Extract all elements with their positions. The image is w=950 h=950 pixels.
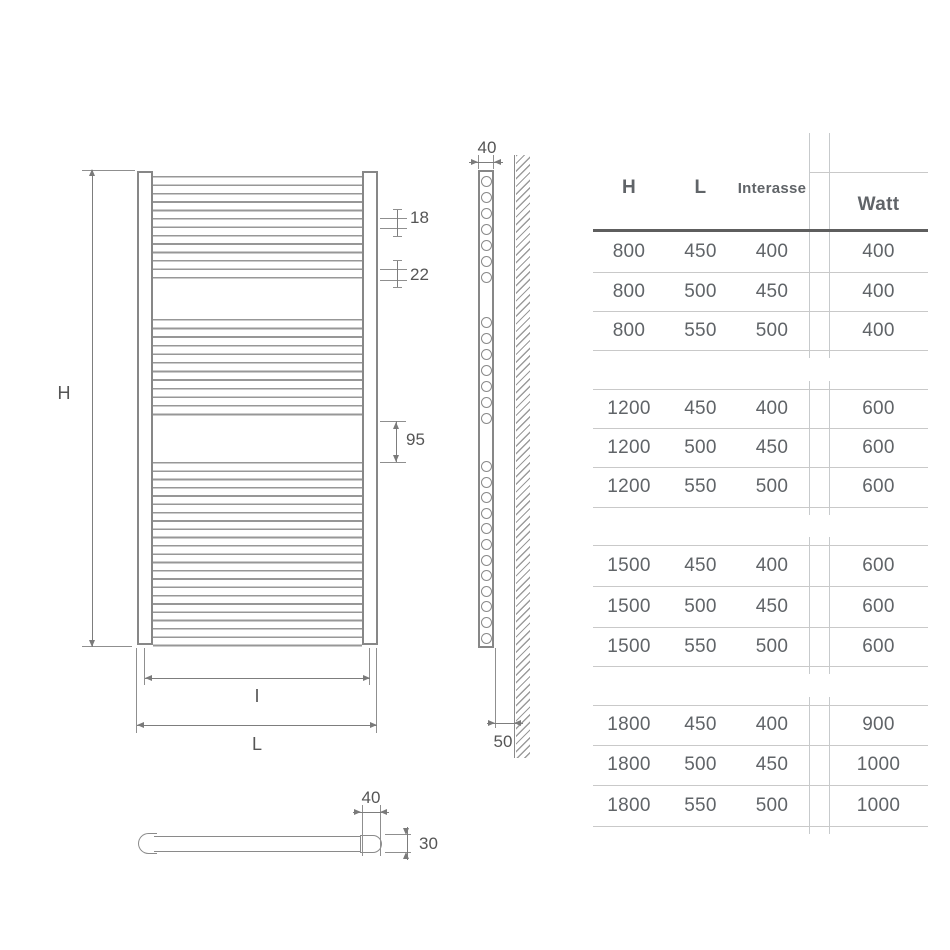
cell-h: 1200	[607, 437, 651, 458]
table-row	[0, 705, 950, 745]
cell-l: 550	[684, 476, 717, 497]
h-dim-label: H	[57, 383, 71, 403]
cell-watt: 1000	[856, 754, 901, 775]
cell-watt: 400	[862, 320, 895, 341]
cell-l: 450	[684, 241, 717, 262]
tv30-arrow-bottom	[403, 852, 409, 859]
column-header-interasse: Interasse	[737, 180, 807, 197]
dim95-label: 95	[406, 430, 425, 449]
cell-l: 500	[684, 754, 717, 775]
cell-h: 1800	[607, 714, 651, 735]
cell-interasse: 450	[755, 437, 789, 458]
cell-interasse: 500	[755, 320, 789, 341]
cell-l: 550	[684, 636, 717, 657]
table-row	[0, 785, 950, 826]
sv40-arrow-left	[471, 159, 478, 165]
cell-l: 450	[684, 398, 717, 419]
cell-watt: 900	[862, 714, 895, 735]
i-dim-arrow-left	[145, 675, 152, 681]
cell-l: 450	[684, 555, 717, 576]
cell-interasse: 450	[755, 754, 789, 775]
table-row	[0, 627, 950, 666]
cell-watt: 600	[862, 476, 895, 497]
cell-h: 800	[612, 320, 646, 341]
i-dim-arrow-right	[363, 675, 370, 681]
column-header-watt: Watt	[857, 194, 900, 215]
table-row	[0, 311, 950, 350]
cell-l: 500	[684, 281, 717, 302]
tv30-label: 30	[419, 834, 438, 853]
row-line	[593, 666, 928, 667]
cell-watt: 600	[862, 555, 895, 576]
cell-watt: 600	[862, 437, 895, 458]
cell-interasse: 450	[755, 281, 789, 302]
cell-interasse: 450	[755, 596, 789, 617]
cell-h: 800	[612, 281, 646, 302]
h-dim-arrow-top	[89, 169, 95, 176]
column-header-l: L	[694, 177, 707, 198]
cell-watt: 1000	[856, 795, 901, 816]
tv30-arrow-top	[403, 828, 409, 835]
sv50-label: 50	[493, 732, 513, 751]
cell-h: 1200	[607, 476, 651, 497]
sv40-label: 40	[477, 138, 497, 157]
tube-end-circle	[481, 349, 492, 360]
i-dim-label: I	[254, 686, 260, 706]
cell-interasse: 500	[755, 636, 789, 657]
tv40-label: 40	[361, 788, 381, 807]
dim18-label: 18	[410, 208, 429, 227]
cell-l: 550	[684, 320, 717, 341]
column-header-h: H	[621, 177, 637, 198]
sv40-arrow-right	[494, 159, 501, 165]
cell-l: 450	[684, 714, 717, 735]
table-row	[0, 467, 950, 507]
tv-body	[154, 836, 364, 852]
cell-l: 500	[684, 596, 717, 617]
table-row	[0, 586, 950, 627]
cell-interasse: 400	[755, 714, 789, 735]
cell-h: 1500	[607, 636, 651, 657]
table-row	[0, 428, 950, 467]
cell-interasse: 400	[755, 241, 789, 262]
cell-h: 1800	[607, 754, 651, 775]
cell-h: 1800	[607, 795, 651, 816]
row-line	[593, 826, 928, 827]
i-dim-line	[145, 678, 370, 679]
tube-end-circle	[481, 365, 492, 376]
cell-watt: 400	[862, 241, 895, 262]
cell-watt: 400	[862, 281, 895, 302]
tube-end-circle	[481, 176, 492, 187]
cell-l: 550	[684, 795, 717, 816]
cell-h: 1500	[607, 555, 651, 576]
table-row	[0, 272, 950, 311]
watt-header-top-line	[810, 172, 928, 173]
dim22-label: 22	[410, 265, 429, 284]
tube-end-circle	[481, 508, 492, 519]
cell-watt: 600	[862, 596, 895, 617]
dim18-stub-1	[380, 218, 407, 219]
cell-interasse: 400	[755, 555, 789, 576]
cell-interasse: 400	[755, 398, 789, 419]
table-row	[0, 389, 950, 428]
row-line	[593, 350, 928, 351]
dim18-stub-2	[380, 228, 407, 229]
cell-interasse: 500	[755, 476, 789, 497]
table-row	[0, 545, 950, 586]
cell-h: 800	[612, 241, 646, 262]
table-row	[0, 745, 950, 785]
row-line	[593, 507, 928, 508]
table-row	[0, 231, 950, 272]
l-dim-label: L	[251, 734, 262, 754]
cell-watt: 600	[862, 398, 895, 419]
cell-interasse: 500	[755, 795, 789, 816]
cell-h: 1500	[607, 596, 651, 617]
tube-end-circle	[481, 192, 492, 203]
cell-l: 500	[684, 437, 717, 458]
tube-end-circle	[481, 208, 492, 219]
dim18-cap-top	[393, 209, 402, 210]
cell-h: 1200	[607, 398, 651, 419]
cell-watt: 600	[862, 636, 895, 657]
